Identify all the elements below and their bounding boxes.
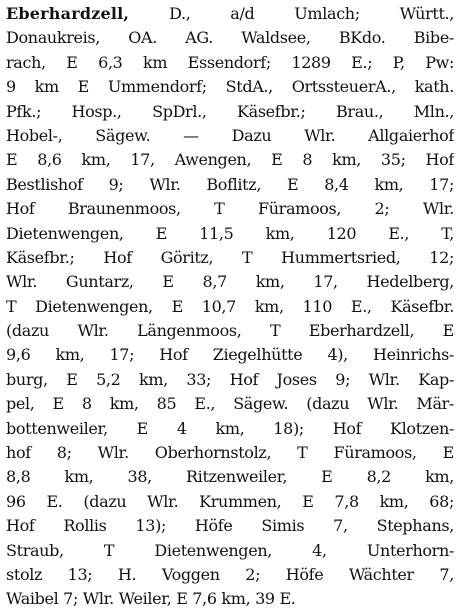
entry-line: Käsefbr.; Hof Göritz, T Hummertsried, 12; bbox=[6, 247, 454, 267]
entry-line: stolz 13; H. Voggen 2; Höfe Wächter 7, bbox=[6, 564, 454, 584]
entry-line: Wlr. Guntarz, E 8,7 km, 17, Hedelberg, bbox=[6, 272, 454, 292]
entry-line: E 8,6 km, 17, Awengen, E 8 km, 35; Hof bbox=[6, 150, 454, 170]
entry-line: hof 8; Wlr. Oberhornstolz, T Füramoos, E bbox=[6, 443, 454, 463]
entry-line: 9,6 km, 17; Hof Ziegelhütte 4), Heinrichs- bbox=[6, 345, 454, 365]
entry-line: T Dietenwengen, E 10,7 km, 110 E., Käsefbr. bbox=[6, 296, 454, 316]
gazetteer-entry bbox=[6, 2, 454, 612]
entry-line: Hof Rollis 13); Höfe Simis 7, Stephans, bbox=[6, 516, 454, 536]
entry-line: (dazu Wlr. Längenmoos, T Eberhardzell, E bbox=[6, 321, 454, 341]
entry-line: Hof Braunenmoos, T Füramoos, 2; Wlr. bbox=[6, 199, 454, 219]
entry-line: 96 E. (dazu Wlr. Krummen, E 7,8 km, 68; bbox=[6, 491, 454, 511]
entry-line: 9 km E Ummendorf; StdA., OrtssteuerA., kath. bbox=[6, 77, 454, 97]
entry-line: Bestlishof 9; Wlr. Boflitz, E 8,4 km, 17; bbox=[6, 174, 454, 194]
entry-line: Pfk.; Hosp., SpDrl., Käsefbr.; Brau., Mln., bbox=[6, 101, 454, 121]
entry-line: pel, E 8 km, 85 E., Sägew. (dazu Wlr. Mär- bbox=[6, 394, 454, 414]
entry-line bbox=[6, 2, 454, 26]
entry-headword: Eberhardzell, bbox=[6, 4, 130, 23]
entry-line: Waibel 7; Wlr. Weiler, E 7,6 km, 39 E. bbox=[6, 589, 296, 609]
entry-line: Donaukreis, OA. AG. Waldsee, BKdo. Bibe- bbox=[6, 28, 454, 48]
entry-line-text: D., a/d Umlach; Württ., bbox=[129, 4, 454, 23]
entry-line: Dietenwengen, E 11,5 km, 120 E., T, bbox=[6, 223, 454, 243]
entry-line: bottenweiler, E 4 km, 18); Hof Klotzen- bbox=[6, 418, 454, 438]
entry-line: 8,8 km, 38, Ritzenweiler, E 8,2 km, bbox=[6, 467, 454, 487]
entry-line: rach, E 6,3 km Essendorf; 1289 E.; P, Pw: bbox=[6, 52, 454, 72]
entry-line: Hobel-, Sägew. — Dazu Wlr. Allgaierhof bbox=[6, 125, 454, 145]
entry-line: Straub, T Dietenwengen, 4, Unterhorn- bbox=[6, 540, 454, 560]
entry-line: burg, E 5,2 km, 33; Hof Joses 9; Wlr. Kap- bbox=[6, 369, 454, 389]
